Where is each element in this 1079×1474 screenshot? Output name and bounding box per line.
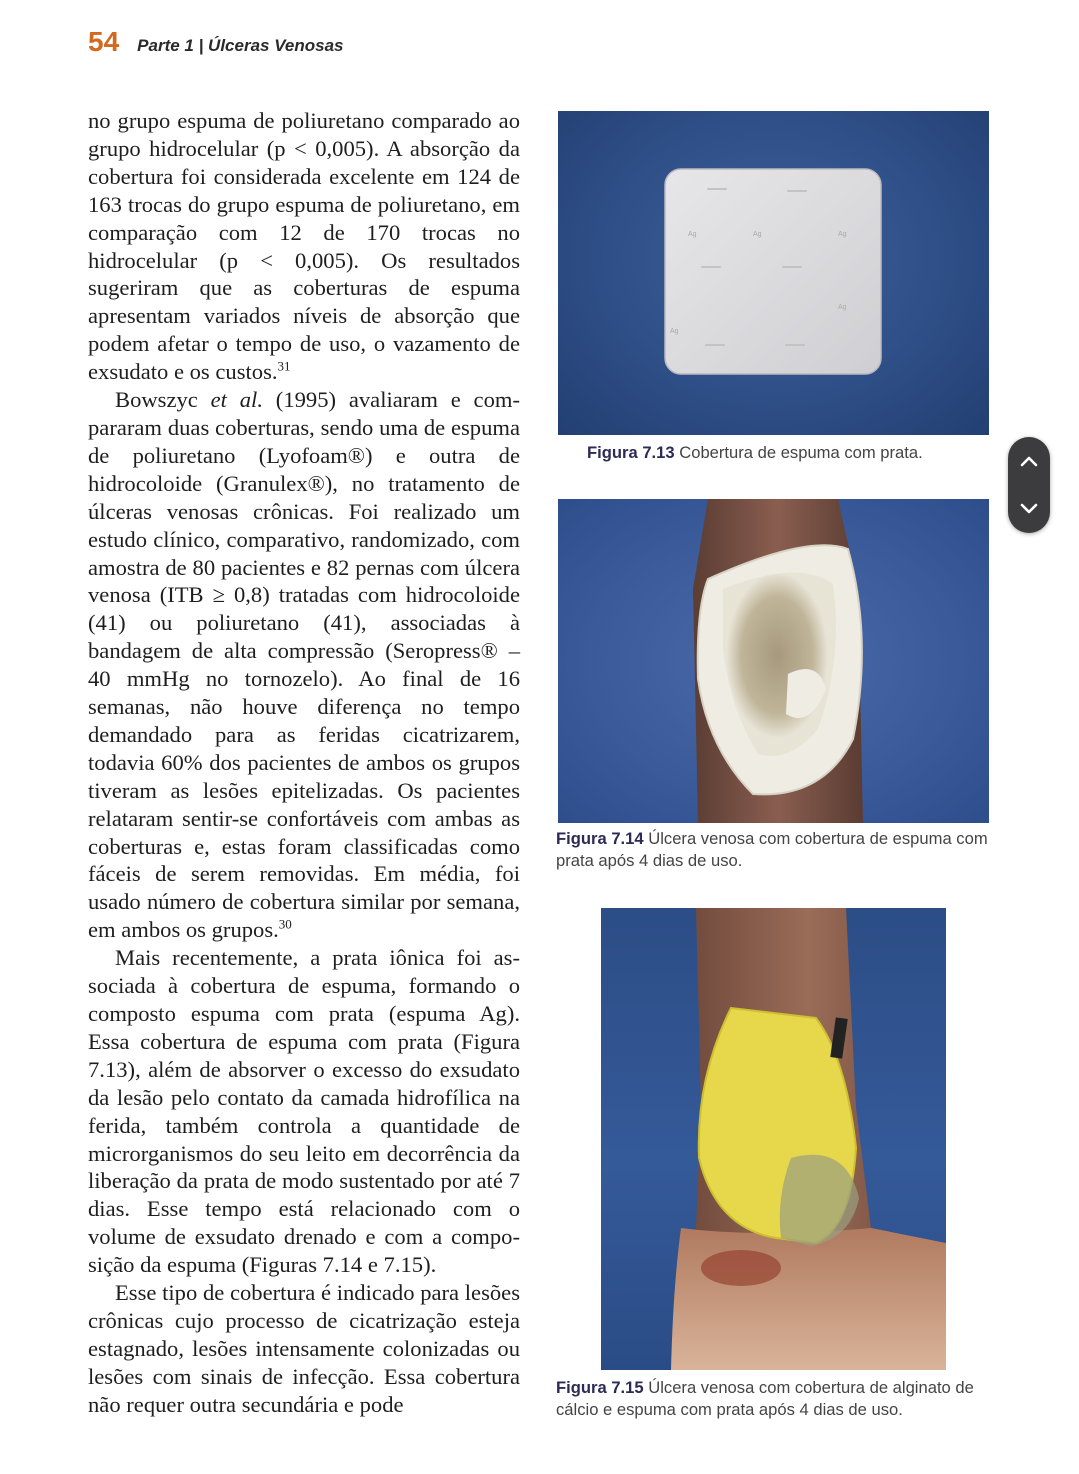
paragraph-4: Esse tipo de cobertura é indicado para lesões crônicas cujo processo de cicatrização esteja estagnado, lesões intensamente colonizadas ou lesões com sinais de infecção. Essa cobertura não requer outra secundária e pode [88, 1280, 520, 1417]
figure-7-14-caption-text: Úlcera venosa com cobertura de espuma com prata após 4 dias de uso. [556, 829, 988, 870]
dressing-mark-4: Ag [670, 328, 679, 335]
paragraph-1-text: no grupo espuma de poliuretano comparado ao grupo hidrocelular (p < 0,005). A absorção da cobertura foi considerada excelente em 124 de 163 trocas do grupo espuma de poliuretano, em comparação com 12 de 170 trocas no hidrocelular (p < 0,005). Os resultados sugeriram que as coberturas de espuma apresentam variados níveis de absorção que podem afetar o tempo de uso, o vazamento de exsudato e os custos. [88, 108, 520, 385]
figure-7-15-photo [601, 908, 946, 1370]
chevron-up-icon [1019, 454, 1039, 468]
reference-30: 30 [278, 916, 292, 932]
paragraph-1 [88, 107, 520, 386]
dressing-mark-5: Ag [838, 304, 847, 311]
figure-7-13-caption [587, 442, 987, 464]
dressing-mark-3: Ag [838, 231, 847, 238]
figure-7-15-label: Figura 7.15 [556, 1378, 644, 1397]
scroll-down-button[interactable] [1008, 485, 1050, 533]
figure-7-14-label: Figura 7.14 [556, 829, 644, 848]
reference-31: 31 [277, 358, 291, 374]
page-scroll-control [1008, 437, 1050, 533]
page-number: 54 [88, 26, 120, 57]
paragraph-2-et-al: et al. [210, 387, 263, 413]
paragraph-3: Mais recentemente, a prata iônica foi associada à cobertura de espuma, formando o composto espuma com prata (espuma Ag). Essa cobertura de espuma com prata (Figura 7.13), além de absorver o excesso do exsudato da lesão pelo contato da camada hidrofílica na ferida, também controla a quantidade de microrganismos do seu leito em decorrência da liberação da prata de modo sustentado por até 7 dias. Esse tempo está relacionado com o volume de exsudato drenado e com a composição da espuma (Figuras 7.14 e 7.15). [88, 945, 520, 1278]
paragraph-2-text-a: Bowszyc [115, 387, 211, 413]
chevron-down-icon [1019, 502, 1039, 516]
figure-7-13-photo [558, 111, 989, 435]
figure-7-14-caption [556, 828, 996, 872]
figure-7-15-caption-text: Úlcera venosa com cobertura de alginato de cálcio e espuma com prata após 4 dias de uso. [556, 1378, 974, 1419]
page-header [88, 26, 344, 66]
scroll-up-button[interactable] [1008, 437, 1050, 485]
dressing-mark-1: Ag [688, 231, 697, 238]
leg-with-foam-dressing-illustration [558, 499, 989, 823]
figure-7-14-photo [558, 499, 989, 823]
figure-7-13-caption-text: Cobertura de espuma com prata. [674, 443, 923, 462]
dressing-mark-2: Ag [753, 231, 762, 238]
body-text-column [88, 107, 520, 1419]
running-head: Parte 1 | Úlceras Venosas [137, 36, 344, 55]
figure-7-15-caption [556, 1377, 996, 1421]
ankle-with-alginate-dressing-illustration [601, 908, 946, 1370]
paragraph-2-text-b: (1995) avaliaram e compararam duas coberturas, sendo uma de espuma de poliuretano (Lyofoam®) e outra de hidrocoloide (Granulex®), no tratamento de úlceras venosas crônicas. Foi realizado um estudo clínico, comparativo, randomizado, com amostra de 80 pacientes e 82 pernas com úlcera venosa (ITB ≥ 0,8) tratadas com hidrocoloide (41) ou poliuretano (41), associadas à bandagem de alta compressão (Seropress® – 40 mmHg no tornozelo). Ao final de 16 semanas, não houve diferença no tempo demandado para as feridas cicatrizarem, todavia 60% dos pacientes de ambos os grupos tiveram as lesões epitelizadas. Os pacientes relataram sentir-se confortáveis com ambas as coberturas e, estas foram classificadas como fáceis de serem removidas. Em média, foi usado número de cobertura similar por semana, em ambos os grupos. [88, 387, 520, 943]
silver-foam-dressing-illustration [558, 111, 989, 435]
paragraph-2 [88, 386, 520, 944]
figure-7-13-label: Figura 7.13 [587, 443, 675, 462]
